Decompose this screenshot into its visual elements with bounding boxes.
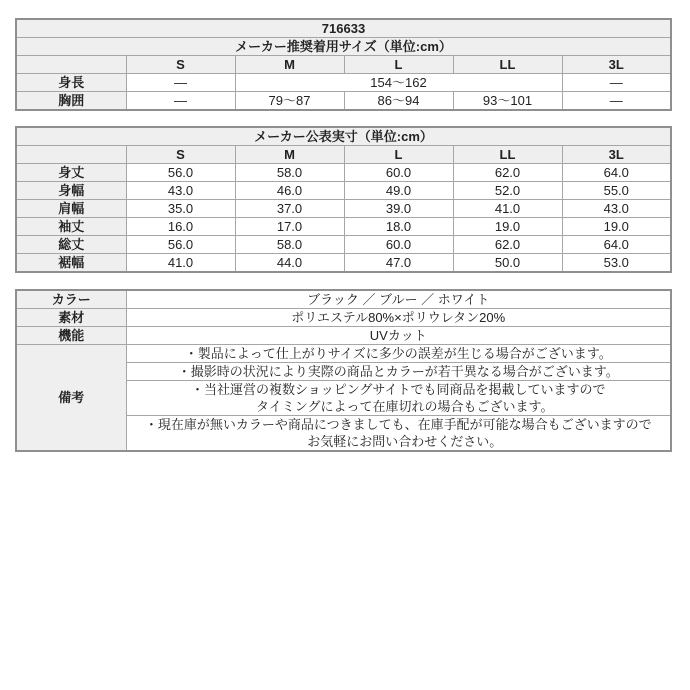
size-value-cell: 56.0: [126, 164, 235, 182]
size-value-cell: 56.0: [126, 236, 235, 254]
size-value-cell: 53.0: [562, 254, 671, 273]
size-value-cell: 64.0: [562, 164, 671, 182]
note-item: ・製品によって仕上がりサイズに多少の誤差が生じる場合がございます。: [126, 345, 671, 363]
size-value-cell: 86～94: [344, 92, 453, 111]
row-label-material: 素材: [16, 309, 126, 327]
size-col-header-l: L: [344, 146, 453, 164]
table-row: [16, 218, 671, 236]
note-line: ・当社運営の複数ショッピングサイトでも同商品を掲載していますので: [190, 382, 606, 397]
note-line: ・現在庫が無いカラーや商品につきましても、在庫手配が可能な場合もございますので: [144, 417, 652, 432]
row-label-notes: 備考: [16, 345, 126, 452]
size-value-cell: 49.0: [344, 182, 453, 200]
size-value-cell: ―: [126, 92, 235, 111]
size-value-cell: 93～101: [453, 92, 562, 111]
note-line: お気軽にお問い合わせください。: [307, 434, 503, 449]
size-value-cell: 62.0: [453, 164, 562, 182]
size-value-cell: ―: [126, 74, 235, 92]
size-value-cell: ―: [562, 92, 671, 111]
table-row: [16, 236, 671, 254]
size-col-header-m: M: [235, 146, 344, 164]
actual-measurements-table: [15, 126, 672, 273]
size-value-cell: 58.0: [235, 164, 344, 182]
size-col-header-s: S: [126, 56, 235, 74]
corner-cell: [16, 56, 126, 74]
size-col-header-m: M: [235, 56, 344, 74]
note-item: ・撮影時の状況により実際の商品とカラーが若干異なる場合がございます。: [126, 363, 671, 381]
size-value-cell: 64.0: [562, 236, 671, 254]
size-value-cell: 37.0: [235, 200, 344, 218]
size-value-cell: 60.0: [344, 164, 453, 182]
table-row: [16, 92, 671, 111]
size-value-cell: 62.0: [453, 236, 562, 254]
size-value-cell: 154～162: [235, 74, 562, 92]
row-label-hem-width: 裾幅: [16, 254, 126, 273]
size-value-cell: 17.0: [235, 218, 344, 236]
size-value-cell: ―: [562, 74, 671, 92]
row-label-height: 身長: [16, 74, 126, 92]
size-value-cell: 18.0: [344, 218, 453, 236]
size-value-cell: 35.0: [126, 200, 235, 218]
size-value-cell: 19.0: [562, 218, 671, 236]
table-row: [16, 200, 671, 218]
size-col-header-s: S: [126, 146, 235, 164]
size-value-cell: 47.0: [344, 254, 453, 273]
table-row: [16, 127, 671, 146]
size-value-cell: 19.0: [453, 218, 562, 236]
product-info-table: [15, 289, 672, 452]
table-row: [16, 164, 671, 182]
size-value-cell: 58.0: [235, 236, 344, 254]
row-label-shoulder-width: 肩幅: [16, 200, 126, 218]
row-label-sleeve-length: 袖丈: [16, 218, 126, 236]
recommended-size-table: [15, 18, 672, 111]
row-label-function: 機能: [16, 327, 126, 345]
size-col-header-ll: LL: [453, 56, 562, 74]
size-value-cell: 16.0: [126, 218, 235, 236]
row-label-color: カラー: [16, 290, 126, 309]
size-value-cell: 43.0: [562, 200, 671, 218]
size-value-cell: 50.0: [453, 254, 562, 273]
size-header-row: [16, 56, 671, 74]
size-value-cell: 41.0: [453, 200, 562, 218]
row-label-body-length: 身丈: [16, 164, 126, 182]
table-row: [16, 290, 671, 309]
product-code: 716633: [16, 19, 671, 38]
row-label-body-width: 身幅: [16, 182, 126, 200]
row-label-total-length: 総丈: [16, 236, 126, 254]
row-label-chest: 胸囲: [16, 92, 126, 111]
size-value-cell: 52.0: [453, 182, 562, 200]
function-value: UVカット: [126, 327, 671, 345]
table-row: [16, 74, 671, 92]
size-col-header-ll: LL: [453, 146, 562, 164]
color-value: ブラック ／ ブルー ／ ホワイト: [126, 290, 671, 309]
note-line: タイミングによって在庫切れの場合もございます。: [256, 399, 554, 414]
table-row: [16, 345, 671, 363]
table-row: [16, 327, 671, 345]
size-value-cell: 79～87: [235, 92, 344, 111]
corner-cell: [16, 146, 126, 164]
table-row: [16, 38, 671, 56]
recommended-size-title: メーカー推奨着用サイズ（単位:cm）: [16, 38, 671, 56]
table-row: [16, 254, 671, 273]
table-row: [16, 19, 671, 38]
actual-measurements-title: メーカー公表実寸（単位:cm）: [16, 127, 671, 146]
size-value-cell: 46.0: [235, 182, 344, 200]
note-item: [126, 381, 671, 416]
size-value-cell: 44.0: [235, 254, 344, 273]
material-value: ポリエステル80%×ポリウレタン20%: [126, 309, 671, 327]
size-header-row: [16, 146, 671, 164]
note-item: [126, 416, 671, 452]
size-col-header-3l: 3L: [562, 56, 671, 74]
size-value-cell: 41.0: [126, 254, 235, 273]
size-value-cell: 60.0: [344, 236, 453, 254]
size-value-cell: 39.0: [344, 200, 453, 218]
table-row: [16, 309, 671, 327]
size-col-header-l: L: [344, 56, 453, 74]
table-row: [16, 182, 671, 200]
size-col-header-3l: 3L: [562, 146, 671, 164]
size-value-cell: 55.0: [562, 182, 671, 200]
size-value-cell: 43.0: [126, 182, 235, 200]
